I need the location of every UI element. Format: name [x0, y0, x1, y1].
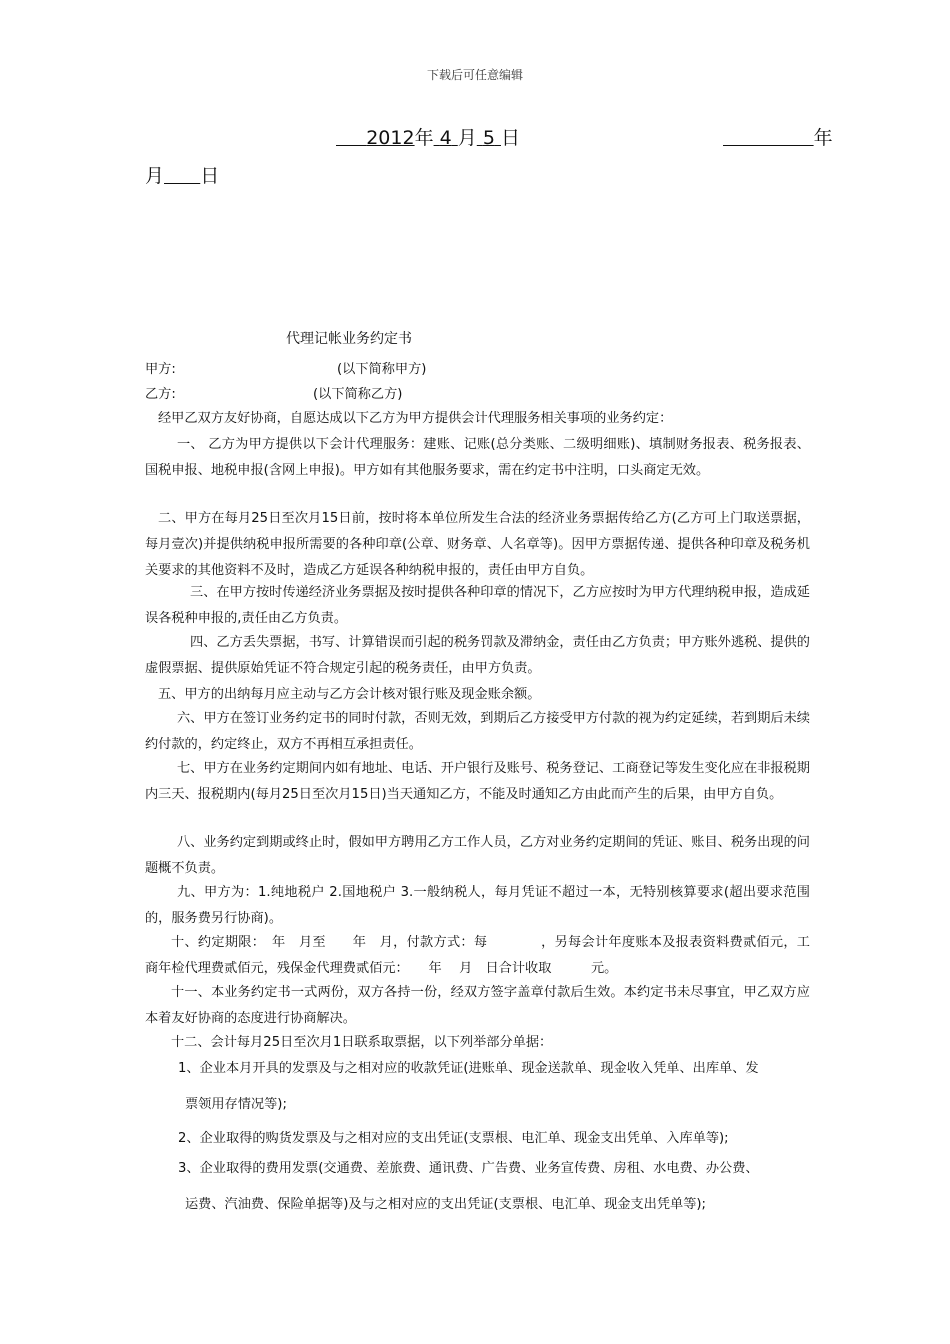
clause-9: 九、甲方为：1.纯地税户 2.国地税户 3.一般纳税人，每月凭证不超过一本，无特别核算要求(超出要求范围的，服务费另行协商)。	[145, 885, 810, 926]
date-month: 4	[439, 127, 452, 149]
clause-6: 六、甲方在签订业务约定书的同时付款，否则无效，到期后乙方接受甲方付款的视为约定延续，若到期后未续约付款的，约定终止，双方不再相互承担责任。	[145, 711, 810, 752]
clause-4: 四、乙方丢失票据，书写、计算错误而引起的税务罚款及滞纳金，责任由乙方负责；甲方账外逃税、提供的虚假票据、提供原始凭证不符合规定引起的税务责任，由甲方负责。	[145, 635, 810, 676]
signing-date: 2012年 4 月 5 日	[366, 127, 520, 149]
second-date-blank: 年	[813, 127, 833, 149]
party-a-label: 甲方:	[145, 362, 176, 377]
clause-2: 二、甲方在每月25日至次月15日前，按时将本单位所发生合法的经济业务票据传给乙方(乙方可上门取送票据，每月壹次)并提供纳税申报所需要的各种印章(公章、财务章、人名章等)。因甲方票据传递、提供各种印章及税务机关要求的其他资料不及时，造成乙方延误各种纳税申报的，责任由甲方自负。	[145, 511, 810, 578]
clause-10: 十、约定期限： 年 月至 年 月，付款方式：每 ，另每会计年度账本及报表资料费贰佰元，工商年检代理费贰佰元，残保金代理费贰佰元： 年 月 日合计收取 元。	[145, 935, 810, 976]
list-item: 2、企业取得的购货发票及与之相对应的支出凭证(支票根、电汇单、现金支出凭单、入库单等);	[178, 1131, 729, 1146]
clause-12: 十二、会计每月25日至次月1日联系取票据，以下列举部分单据：	[171, 1035, 553, 1050]
date-year: 2012	[366, 127, 415, 149]
list-item: 1、企业本月开具的发票及与之相对应的收款凭证(进账单、现金送款单、现金收入凭单、出库单、发 票领用存情况等);	[178, 1061, 759, 1112]
list-item: 3、企业取得的费用发票(交通费、差旅费、通讯费、广告费、业务宣传费、房租、水电费、办公费、 运费、汽油费、保险单据等)及与之相对应的支出凭证(支票根、电汇单、现金支出凭单等);	[178, 1161, 759, 1212]
clause-8: 八、业务约定到期或终止时，假如甲方聘用乙方工作人员，乙方对业务约定期间的凭证、账目、税务出现的问题概不负责。	[145, 835, 810, 876]
party-b-label: 乙方:	[145, 387, 176, 402]
clause-7: 七、甲方在业务约定期间内如有地址、电话、开户银行及账号、税务登记、工商登记等发生变化应在非报税期内三天、报税期内(每月25日至次月15日)当天通知乙方，不能及时通知乙方由此而产生的后果，由甲方自负。	[145, 761, 810, 802]
clause-3: 三、在甲方按时传递经济业务票据及按时提供各种印章的情况下，乙方应按时为甲方代理纳税申报，造成延误各税种申报的,责任由乙方负责。	[145, 585, 810, 626]
clause-1: 一、 乙方为甲方提供以下会计代理服务：建账、记账(总分类账、二级明细账)、填制财务报表、税务报表、国税申报、地税申报(含网上申报)。甲方如有其他服务要求，需在约定书中注明，口头商定无效。	[145, 437, 810, 478]
date-day: 5	[482, 127, 495, 149]
clause-11: 十一、本业务约定书一式两份，双方各持一份，经双方签字盖章付款后生效。本约定书未尽事宜，甲乙双方应本着友好协商的态度进行协商解决。	[145, 985, 810, 1026]
header-note: 下载后可任意编辑	[426, 68, 523, 82]
document-title: 代理记帐业务约定书	[286, 331, 412, 347]
intro-paragraph: 经甲乙双方友好协商，自愿达成以下乙方为甲方提供会计代理服务相关事项的业务约定：	[158, 411, 673, 426]
party-b-note: (以下简称乙方)	[313, 387, 403, 402]
date-line-continued: 月 日	[145, 165, 220, 187]
clause-5: 五、甲方的出纳每月应主动与乙方会计核对银行账及现金账余额。	[158, 687, 541, 702]
party-a-note: (以下简称甲方)	[337, 362, 427, 377]
party-a-line	[145, 360, 427, 380]
party-b-line	[145, 385, 403, 405]
